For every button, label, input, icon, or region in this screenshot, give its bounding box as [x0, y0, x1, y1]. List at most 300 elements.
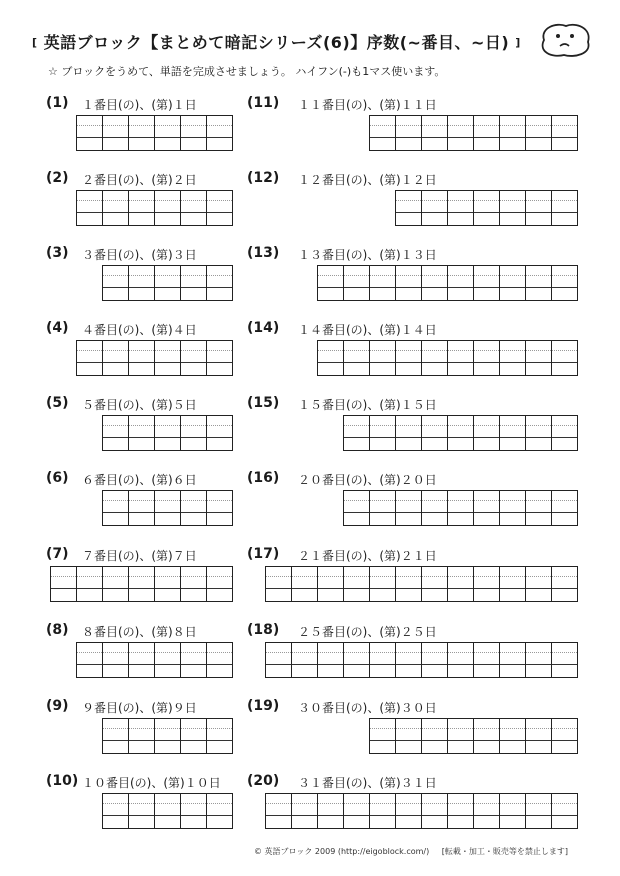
guide-line-dotted — [396, 200, 421, 201]
guide-line-dotted — [103, 576, 128, 577]
guide-line-base — [103, 512, 128, 513]
guide-line-base — [103, 362, 128, 363]
guide-line-base — [552, 287, 577, 288]
guide-line-base — [266, 588, 291, 589]
answer-cell[interactable] — [266, 566, 292, 602]
item-number: (6) — [46, 470, 69, 486]
answer-cell[interactable] — [129, 190, 155, 226]
answer-cell[interactable] — [103, 190, 129, 226]
answer-cell[interactable] — [155, 490, 181, 526]
answer-cell[interactable] — [318, 793, 344, 829]
answer-cell[interactable] — [500, 340, 526, 376]
answer-cell[interactable] — [103, 793, 129, 829]
item-prompt: ４番目(の)、(第)４日 — [82, 323, 197, 337]
answer-cell[interactable] — [448, 415, 474, 451]
answer-cell[interactable] — [370, 642, 396, 678]
answer-cell[interactable] — [500, 115, 526, 151]
answer-cell[interactable] — [129, 490, 155, 526]
answer-cell[interactable] — [396, 793, 422, 829]
answer-cell[interactable] — [344, 490, 370, 526]
answer-cell[interactable] — [474, 793, 500, 829]
answer-cell[interactable] — [370, 718, 396, 754]
guide-line-base — [103, 815, 128, 816]
answer-cell[interactable] — [155, 793, 181, 829]
guide-line-base — [155, 362, 180, 363]
guide-line-base — [266, 664, 291, 665]
answer-cell[interactable] — [396, 642, 422, 678]
item-number: (14) — [247, 320, 280, 336]
answer-cell[interactable] — [396, 340, 422, 376]
guide-line-dotted — [422, 425, 447, 426]
answer-cell[interactable] — [500, 190, 526, 226]
item-number: (5) — [46, 395, 69, 411]
guide-line-dotted — [370, 728, 395, 729]
guide-line-base — [129, 664, 154, 665]
item-prompt: ３１番目(の)、(第)３１日 — [298, 776, 437, 790]
answer-cell[interactable] — [207, 718, 233, 754]
guide-line-dotted — [422, 576, 447, 577]
guide-line-base — [500, 588, 525, 589]
item-number: (1) — [46, 95, 69, 111]
guide-line-base — [207, 362, 232, 363]
guide-line-base — [552, 362, 577, 363]
guide-line-base — [526, 512, 551, 513]
guide-line-dotted — [77, 576, 102, 577]
answer-cell[interactable] — [103, 115, 129, 151]
guide-line-base — [207, 287, 232, 288]
answer-cell[interactable] — [422, 566, 448, 602]
answer-cell[interactable] — [552, 190, 578, 226]
answer-cell[interactable] — [181, 265, 207, 301]
answer-cell[interactable] — [396, 265, 422, 301]
item-prompt: ７番目(の)、(第)７日 — [82, 549, 197, 563]
guide-line-dotted — [344, 803, 369, 804]
answer-cell[interactable] — [526, 718, 552, 754]
answer-cell[interactable] — [552, 340, 578, 376]
answer-grid — [343, 490, 578, 526]
answer-cell[interactable] — [474, 415, 500, 451]
guide-line-dotted — [500, 125, 525, 126]
answer-cell[interactable] — [129, 265, 155, 301]
answer-cell[interactable] — [181, 566, 207, 602]
answer-cell[interactable] — [318, 340, 344, 376]
guide-line-base — [207, 588, 232, 589]
answer-cell[interactable] — [181, 340, 207, 376]
answer-cell[interactable] — [500, 793, 526, 829]
answer-cell[interactable] — [266, 793, 292, 829]
answer-cell[interactable] — [526, 642, 552, 678]
answer-cell[interactable] — [77, 566, 103, 602]
answer-cell[interactable] — [552, 642, 578, 678]
answer-cell[interactable] — [207, 265, 233, 301]
answer-cell[interactable] — [155, 265, 181, 301]
guide-line-dotted — [526, 425, 551, 426]
answer-cell[interactable] — [207, 642, 233, 678]
answer-cell[interactable] — [422, 642, 448, 678]
guide-line-base — [344, 588, 369, 589]
guide-line-dotted — [448, 652, 473, 653]
answer-cell[interactable] — [448, 793, 474, 829]
answer-cell[interactable] — [181, 490, 207, 526]
guide-line-base — [318, 287, 343, 288]
answer-cell[interactable] — [292, 642, 318, 678]
guide-line-dotted — [474, 275, 499, 276]
answer-cell[interactable] — [448, 190, 474, 226]
item-prompt: ２５番目(の)、(第)２５日 — [298, 625, 437, 639]
guide-line-dotted — [129, 652, 154, 653]
guide-line-base — [181, 287, 206, 288]
guide-line-dotted — [474, 576, 499, 577]
guide-line-dotted — [129, 576, 154, 577]
guide-line-dotted — [207, 803, 232, 804]
answer-cell[interactable] — [207, 115, 233, 151]
guide-line-base — [292, 664, 317, 665]
answer-cell[interactable] — [181, 642, 207, 678]
guide-line-dotted — [266, 652, 291, 653]
guide-line-base — [396, 362, 421, 363]
answer-cell[interactable] — [344, 340, 370, 376]
answer-cell[interactable] — [526, 415, 552, 451]
answer-cell[interactable] — [370, 490, 396, 526]
answer-cell[interactable] — [448, 115, 474, 151]
guide-line-base — [344, 815, 369, 816]
answer-cell[interactable] — [344, 642, 370, 678]
answer-cell[interactable] — [155, 415, 181, 451]
item-prompt: ２番目(の)、(第)２日 — [82, 173, 197, 187]
answer-cell[interactable] — [266, 642, 292, 678]
answer-cell[interactable] — [129, 642, 155, 678]
answer-cell[interactable] — [129, 718, 155, 754]
guide-line-dotted — [526, 500, 551, 501]
answer-cell[interactable] — [103, 566, 129, 602]
guide-line-dotted — [77, 200, 102, 201]
guide-line-dotted — [155, 728, 180, 729]
guide-line-dotted — [370, 275, 395, 276]
guide-line-base — [448, 740, 473, 741]
item-number: (9) — [46, 698, 69, 714]
answer-cell[interactable] — [155, 566, 181, 602]
answer-cell[interactable] — [448, 642, 474, 678]
guide-line-base — [207, 740, 232, 741]
guide-line-base — [396, 137, 421, 138]
answer-cell[interactable] — [344, 415, 370, 451]
guide-line-base — [370, 362, 395, 363]
answer-cell[interactable] — [500, 718, 526, 754]
answer-grid — [369, 115, 578, 151]
answer-cell[interactable] — [448, 265, 474, 301]
guide-line-base — [448, 588, 473, 589]
answer-cell[interactable] — [292, 566, 318, 602]
answer-cell[interactable] — [155, 190, 181, 226]
guide-line-base — [292, 815, 317, 816]
answer-cell[interactable] — [474, 265, 500, 301]
answer-cell[interactable] — [155, 115, 181, 151]
answer-cell[interactable] — [129, 340, 155, 376]
answer-cell[interactable] — [526, 490, 552, 526]
guide-line-dotted — [500, 576, 525, 577]
guide-line-base — [181, 362, 206, 363]
guide-line-base — [422, 740, 447, 741]
answer-cell[interactable] — [552, 793, 578, 829]
answer-grid — [265, 642, 578, 678]
guide-line-dotted — [103, 728, 128, 729]
guide-line-base — [448, 512, 473, 513]
answer-cell[interactable] — [370, 265, 396, 301]
answer-cell[interactable] — [181, 190, 207, 226]
guide-line-base — [422, 137, 447, 138]
guide-line-base — [129, 740, 154, 741]
answer-grid — [265, 566, 578, 602]
guide-line-base — [181, 588, 206, 589]
footer-notice: [転載・加工・販売等を禁止します] — [441, 847, 569, 856]
answer-cell[interactable] — [370, 115, 396, 151]
guide-line-dotted — [129, 200, 154, 201]
answer-cell[interactable] — [77, 642, 103, 678]
guide-line-dotted — [500, 425, 525, 426]
answer-cell[interactable] — [526, 566, 552, 602]
answer-cell[interactable] — [526, 190, 552, 226]
guide-line-base — [207, 212, 232, 213]
answer-cell[interactable] — [396, 190, 422, 226]
guide-line-base — [396, 287, 421, 288]
guide-line-base — [370, 437, 395, 438]
guide-line-base — [500, 815, 525, 816]
answer-cell[interactable] — [552, 566, 578, 602]
answer-cell[interactable] — [370, 340, 396, 376]
guide-line-base — [500, 287, 525, 288]
answer-cell[interactable] — [129, 415, 155, 451]
answer-cell[interactable] — [526, 793, 552, 829]
answer-cell[interactable] — [181, 415, 207, 451]
guide-line-dotted — [474, 652, 499, 653]
guide-line-dotted — [526, 125, 551, 126]
guide-line-base — [422, 287, 447, 288]
answer-cell[interactable] — [500, 265, 526, 301]
guide-line-base — [396, 512, 421, 513]
answer-cell[interactable] — [474, 190, 500, 226]
answer-cell[interactable] — [77, 115, 103, 151]
guide-line-dotted — [129, 728, 154, 729]
answer-cell[interactable] — [474, 115, 500, 151]
guide-line-dotted — [181, 500, 206, 501]
guide-line-base — [370, 512, 395, 513]
answer-cell[interactable] — [344, 793, 370, 829]
guide-line-dotted — [292, 803, 317, 804]
guide-line-base — [500, 212, 525, 213]
answer-cell[interactable] — [500, 566, 526, 602]
guide-line-dotted — [474, 125, 499, 126]
answer-cell[interactable] — [318, 566, 344, 602]
answer-cell[interactable] — [422, 490, 448, 526]
guide-line-dotted — [396, 728, 421, 729]
guide-line-dotted — [448, 425, 473, 426]
guide-line-dotted — [155, 652, 180, 653]
answer-cell[interactable] — [77, 340, 103, 376]
guide-line-dotted — [129, 425, 154, 426]
guide-line-dotted — [552, 728, 577, 729]
guide-line-base — [448, 362, 473, 363]
answer-cell[interactable] — [370, 566, 396, 602]
answer-cell[interactable] — [448, 490, 474, 526]
answer-cell[interactable] — [500, 642, 526, 678]
answer-cell[interactable] — [129, 115, 155, 151]
guide-line-dotted — [448, 500, 473, 501]
answer-cell[interactable] — [552, 415, 578, 451]
guide-line-base — [129, 137, 154, 138]
item-number: (11) — [247, 95, 280, 111]
answer-cell[interactable] — [396, 415, 422, 451]
guide-line-base — [181, 437, 206, 438]
answer-cell[interactable] — [396, 718, 422, 754]
guide-line-base — [103, 437, 128, 438]
answer-cell[interactable] — [103, 340, 129, 376]
guide-line-dotted — [500, 803, 525, 804]
guide-line-dotted — [552, 425, 577, 426]
answer-cell[interactable] — [396, 490, 422, 526]
answer-cell[interactable] — [474, 490, 500, 526]
guide-line-base — [292, 588, 317, 589]
guide-line-dotted — [500, 652, 525, 653]
guide-line-base — [422, 212, 447, 213]
answer-cell[interactable] — [370, 415, 396, 451]
answer-cell[interactable] — [292, 793, 318, 829]
answer-cell[interactable] — [474, 340, 500, 376]
item-number: (3) — [46, 245, 69, 261]
answer-grid — [102, 718, 233, 754]
guide-line-base — [155, 664, 180, 665]
guide-line-dotted — [181, 200, 206, 201]
guide-line-base — [181, 137, 206, 138]
answer-grid — [395, 190, 578, 226]
guide-line-dotted — [370, 576, 395, 577]
answer-cell[interactable] — [396, 115, 422, 151]
answer-cell[interactable] — [103, 415, 129, 451]
answer-cell[interactable] — [207, 566, 233, 602]
answer-cell[interactable] — [129, 566, 155, 602]
guide-line-base — [552, 740, 577, 741]
guide-line-dotted — [103, 350, 128, 351]
answer-cell[interactable] — [77, 190, 103, 226]
answer-cell[interactable] — [552, 115, 578, 151]
answer-cell[interactable] — [155, 642, 181, 678]
answer-cell[interactable] — [207, 793, 233, 829]
answer-cell[interactable] — [422, 415, 448, 451]
answer-cell[interactable] — [207, 415, 233, 451]
guide-line-dotted — [526, 350, 551, 351]
answer-cell[interactable] — [103, 642, 129, 678]
guide-line-base — [77, 137, 102, 138]
answer-cell[interactable] — [207, 340, 233, 376]
answer-grid — [76, 115, 233, 151]
answer-cell[interactable] — [474, 566, 500, 602]
answer-cell[interactable] — [318, 265, 344, 301]
answer-grid — [76, 642, 233, 678]
answer-cell[interactable] — [181, 718, 207, 754]
guide-line-dotted — [422, 200, 447, 201]
answer-cell[interactable] — [526, 340, 552, 376]
answer-grid — [102, 490, 233, 526]
guide-line-dotted — [207, 576, 232, 577]
answer-cell[interactable] — [396, 566, 422, 602]
answer-cell[interactable] — [155, 340, 181, 376]
answer-cell[interactable] — [370, 793, 396, 829]
answer-cell[interactable] — [474, 642, 500, 678]
answer-cell[interactable] — [318, 642, 344, 678]
answer-cell[interactable] — [422, 115, 448, 151]
guide-line-dotted — [155, 200, 180, 201]
answer-cell[interactable] — [181, 793, 207, 829]
guide-line-dotted — [526, 576, 551, 577]
guide-line-base — [448, 437, 473, 438]
answer-grid — [317, 340, 578, 376]
answer-cell[interactable] — [552, 718, 578, 754]
guide-line-dotted — [396, 350, 421, 351]
guide-line-dotted — [370, 652, 395, 653]
answer-cell[interactable] — [422, 190, 448, 226]
answer-cell[interactable] — [448, 566, 474, 602]
answer-cell[interactable] — [155, 718, 181, 754]
answer-cell[interactable] — [500, 415, 526, 451]
guide-line-dotted — [344, 652, 369, 653]
guide-line-base — [181, 740, 206, 741]
answer-cell[interactable] — [422, 265, 448, 301]
answer-cell[interactable] — [422, 793, 448, 829]
answer-cell[interactable] — [552, 490, 578, 526]
answer-cell[interactable] — [51, 566, 77, 602]
item-number: (16) — [247, 470, 280, 486]
answer-cell[interactable] — [448, 718, 474, 754]
guide-line-base — [500, 740, 525, 741]
guide-line-base — [155, 287, 180, 288]
guide-line-dotted — [448, 275, 473, 276]
answer-cell[interactable] — [552, 265, 578, 301]
guide-line-dotted — [474, 350, 499, 351]
guide-line-dotted — [266, 803, 291, 804]
answer-cell[interactable] — [344, 265, 370, 301]
item-number: (8) — [46, 622, 69, 638]
guide-line-dotted — [155, 500, 180, 501]
footer — [254, 846, 568, 857]
guide-line-dotted — [344, 576, 369, 577]
guide-line-base — [344, 287, 369, 288]
guide-line-base — [129, 512, 154, 513]
answer-cell[interactable] — [103, 265, 129, 301]
answer-cell[interactable] — [422, 718, 448, 754]
guide-line-base — [422, 664, 447, 665]
item-number: (13) — [247, 245, 280, 261]
answer-grid — [102, 265, 233, 301]
answer-cell[interactable] — [526, 115, 552, 151]
answer-cell[interactable] — [181, 115, 207, 151]
answer-cell[interactable] — [207, 490, 233, 526]
answer-cell[interactable] — [474, 718, 500, 754]
answer-cell[interactable] — [207, 190, 233, 226]
guide-line-dotted — [526, 275, 551, 276]
answer-cell[interactable] — [129, 793, 155, 829]
guide-line-base — [129, 212, 154, 213]
answer-cell[interactable] — [103, 718, 129, 754]
answer-cell[interactable] — [500, 490, 526, 526]
answer-cell[interactable] — [448, 340, 474, 376]
answer-cell[interactable] — [422, 340, 448, 376]
answer-cell[interactable] — [526, 265, 552, 301]
guide-line-base — [129, 362, 154, 363]
answer-cell[interactable] — [344, 566, 370, 602]
guide-line-dotted — [51, 576, 76, 577]
guide-line-base — [155, 740, 180, 741]
answer-cell[interactable] — [103, 490, 129, 526]
guide-line-base — [474, 740, 499, 741]
